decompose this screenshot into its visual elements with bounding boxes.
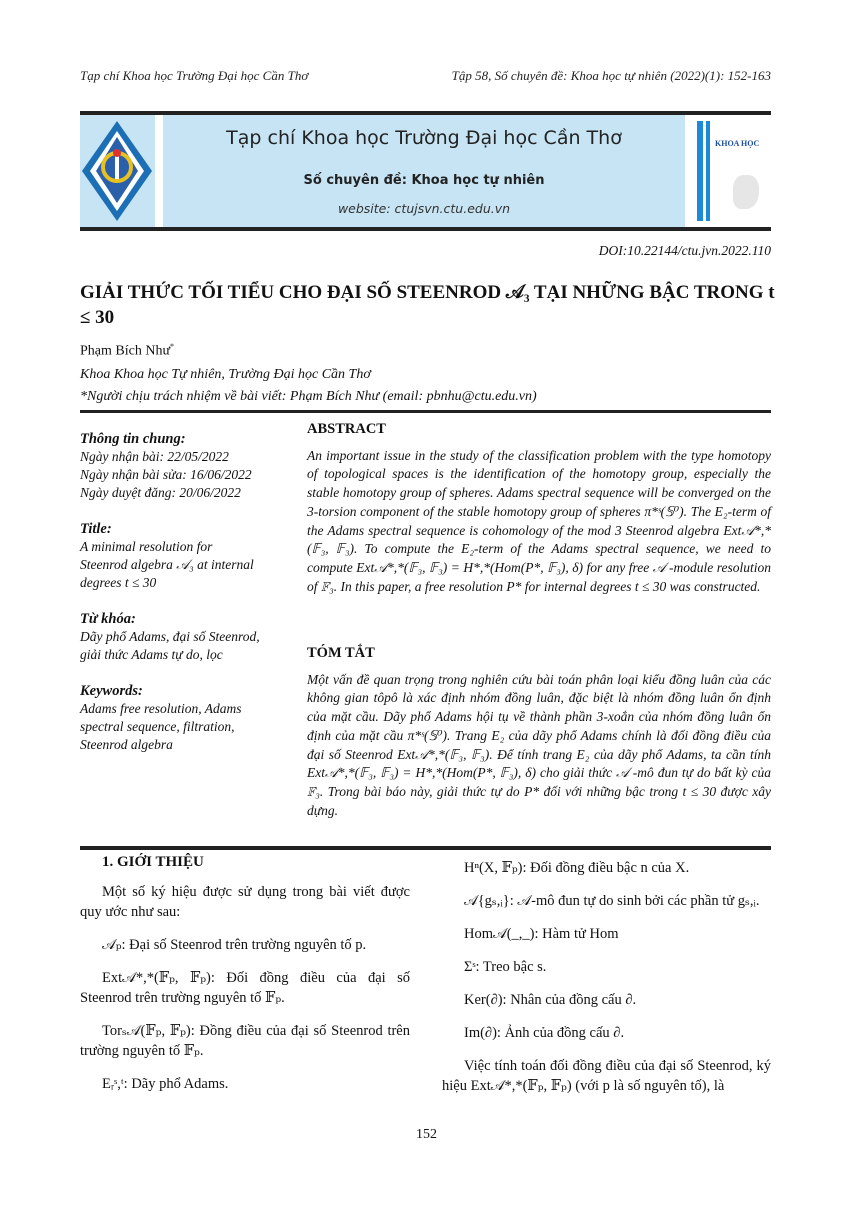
english-title: A minimal resolution for Steenrod algebra 𝒜₃ at internal degrees t ≤ 30 — [80, 539, 254, 590]
paragraph: 𝒜{gₛ,ᵢ}: 𝒜-mô đun tự do sinh bởi các phần tử gₛ,ᵢ. — [464, 893, 760, 909]
banner-bottom-rule — [80, 227, 771, 231]
paragraph: Torₛ𝒜(𝔽ₚ, 𝔽ₚ): Đồng điều của đại số Steenrod trên trường nguyên tố 𝔽ₚ. — [80, 1023, 410, 1059]
author — [80, 342, 174, 360]
author-mark: * — [170, 342, 175, 351]
header-divider — [80, 410, 771, 413]
section1-heading: 1. GIỚI THIỆU — [102, 854, 204, 870]
journal-banner — [80, 115, 771, 227]
paragraph: Hom𝒜(_,_): Hàm tử Hom — [464, 926, 619, 942]
paragraph: Ext𝒜*,*(𝔽ₚ, 𝔽ₚ): Đối đồng điều của đại số Steenrod trên trường nguyên tố 𝔽ₚ. — [80, 970, 410, 1006]
tom-tat — [307, 644, 771, 820]
section1-right-column — [442, 858, 771, 1109]
page-number: 152 — [416, 1127, 437, 1142]
paragraph: Eᵣˢ,ᵗ: Dãy phổ Adams. — [102, 1076, 229, 1092]
banner-title: Tạp chí Khoa học Trường Đại học Cần Thơ — [226, 127, 622, 149]
accepted-date: Ngày duyệt đăng: 20/06/2022 — [80, 485, 241, 500]
paragraph: Hⁿ(X, 𝔽ₚ): Đối đồng điều bậc n của X. — [464, 860, 690, 876]
running-header-left: Tạp chí Khoa học Trường Đại học Cần Thơ — [80, 68, 309, 83]
affiliation: Khoa Khoa học Tự nhiên, Trường Đại học Cần Thơ — [80, 367, 371, 382]
banner-main — [163, 115, 685, 227]
abstract-heading: ABSTRACT — [307, 421, 386, 437]
revised-date: Ngày nhận bài sửa: 16/06/2022 — [80, 467, 252, 482]
keywords-en: Adams free resolution, Adams spectral sequence, filtration, Steenrod algebra — [80, 701, 242, 752]
paragraph: Ker(∂): Nhân của đồng cấu ∂. — [464, 992, 637, 1008]
journal-cover-image: KHOA HỌC — [693, 115, 771, 227]
running-header-right: Tập 58, Số chuyên đề: Khoa học tự nhiên (2022)(1): 152-163 — [451, 68, 771, 83]
tom-tat-text: Một vấn đề quan trọng trong nghiên cứu bài toán phân loại kiểu đồng luân của các không gian tôpô là xác định nhóm đồng luân, đặc biệt là nhóm đồng luân ổn định của mặt cầu. Dãy phổ Adams hội tụ về thành phần 3-xoắn của nhóm đồng luân ổn định của mặt cầu π*ˢ(𝕊⁰). Trang E₂ của dãy phổ Adams chính là đối đồng điều của đại số Steenrod Ext𝒜*,*(𝔽₃, 𝔽₃). Để tính trang E₂ của dãy phổ Adams, ta cần tính Ext𝒜*,*(𝔽₃, 𝔽₃) = H*,*(Hom(P*, 𝔽₃), δ) cho giải thức 𝒜 -mô đun tự do bất kỳ của 𝔽₃. Trong bài báo này, giải thức tự do P* đối với những bậc trong t ≤ 30 được xây dựng. — [307, 671, 771, 818]
article-info — [80, 430, 290, 754]
keywords-vi: Dãy phổ Adams, đại số Steenrod, giải thức Adams tự do, lọc — [80, 629, 260, 662]
keywords-vi-heading: Từ khóa: — [80, 611, 136, 627]
tom-tat-heading: TÓM TẮT — [307, 645, 375, 661]
paragraph: 𝒜ₚ: Đại số Steenrod trên trường nguyên tố p. — [102, 937, 367, 953]
paragraph: Một số ký hiệu được sử dụng trong bài viết được quy ước như sau: — [80, 884, 410, 920]
doi[interactable]: DOI:10.22144/ctu.jvn.2022.110 — [598, 243, 771, 258]
article-title: GIẢI THỨC TỐI TIỂU CHO ĐẠI SỐ STEENROD 𝒜₃ TẠI NHỮNG BẬC TRONG t ≤ 30 — [80, 282, 775, 328]
paragraph: Việc tính toán đối đồng điều của đại số Steenrod, ký hiệu Ext𝒜*,*(𝔽ₚ, 𝔽ₚ) (với p là số nguyên tố), là — [442, 1058, 771, 1094]
banner-website: website: ctujsvn.ctu.edu.vn — [337, 201, 511, 216]
university-logo — [80, 115, 155, 227]
abstract-text: An important issue in the study of the classification problem with the type homotopy of topological spaces is the identification of the homotopy group, especially the stable homotopy group of spheres. Adams spectral sequence will be converged on the 3-torsion component of the stable homotopy group of spheres π*ˢ(𝕊⁰). The E₂-term of the Adams spectral sequence is cohomology of the mod 3 Steenrod algebra Ext𝒜*,*(𝔽₃, 𝔽₃). To compute the E₂-term of the Adams spectral sequence, we need to compute Ext𝒜*,*(𝔽₃, 𝔽₃) = H*,*(Hom(P*, 𝔽₃), δ) for any free 𝒜 -module resolution of 𝔽₃. In this paper, a free resolution P* for internal degrees t ≤ 30 was constructed. — [307, 447, 771, 594]
keywords-en-heading: Keywords: — [80, 683, 143, 699]
section-divider — [80, 846, 771, 850]
title-heading: Title: — [80, 521, 112, 537]
author-name: Phạm Bích Như — [80, 343, 171, 359]
banner-subtitle: Số chuyên đề: Khoa học tự nhiên — [303, 173, 545, 188]
received-date: Ngày nhận bài: 22/05/2022 — [80, 449, 229, 464]
info-heading: Thông tin chung: — [80, 431, 186, 447]
paragraph: Im(∂): Ảnh của đồng cấu ∂. — [464, 1025, 625, 1041]
corresponding-author: *Người chịu trách nhiệm về bài viết: Phạm Bích Như (email: pbnhu@ctu.edu.vn) — [80, 389, 537, 404]
abstract — [307, 420, 771, 596]
paragraph: Σˢ: Treo bậc s. — [464, 959, 547, 975]
section1-left-column — [80, 852, 410, 1107]
